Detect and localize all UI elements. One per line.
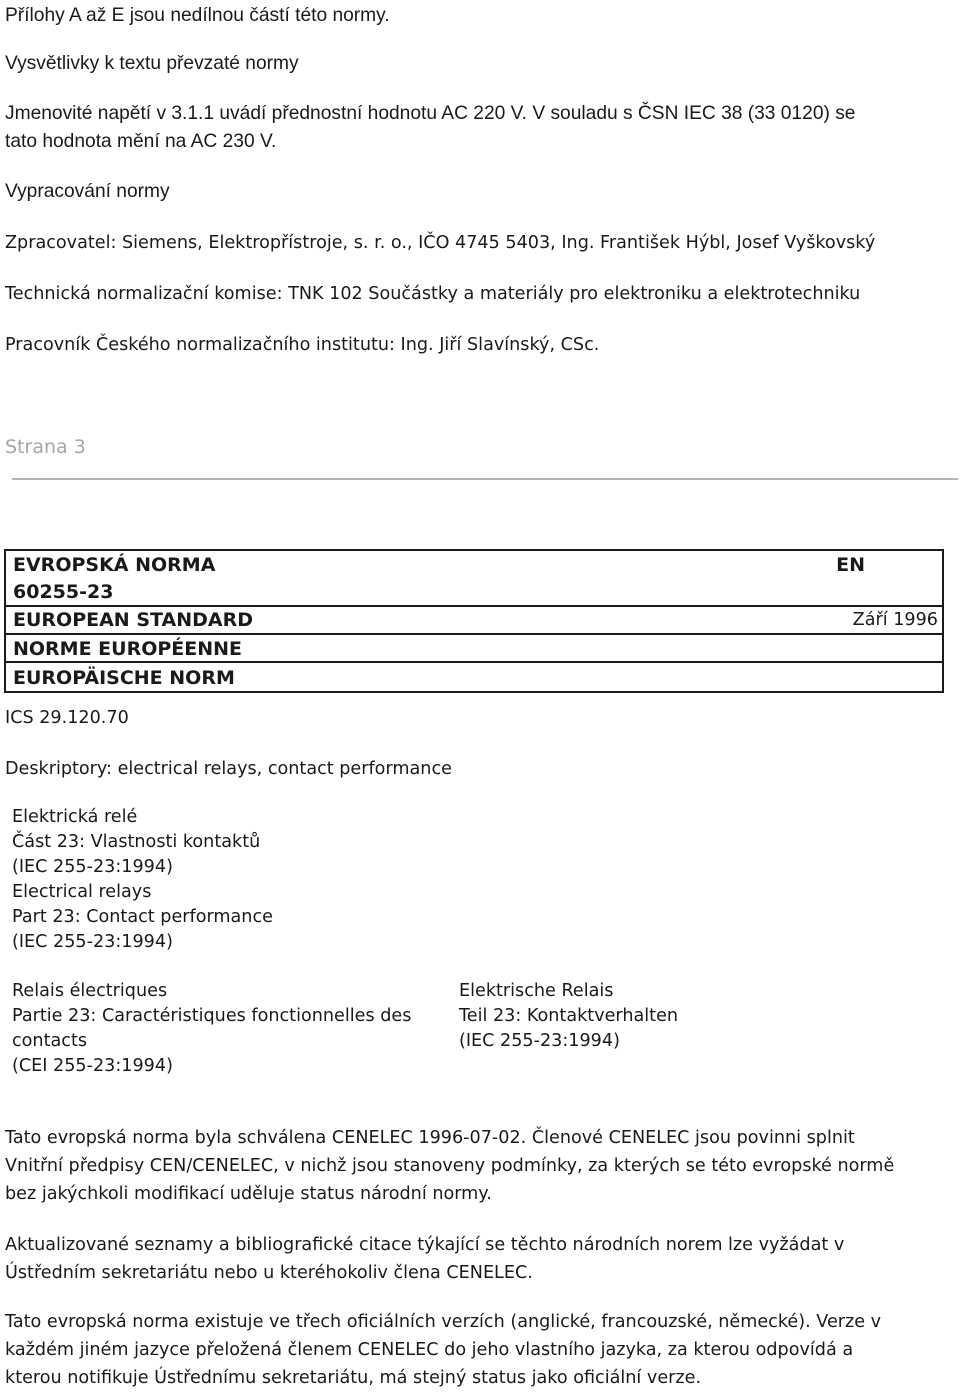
voltage-note-line-2: tato hodnota mění na AC 230 V.: [5, 131, 277, 152]
standard-title-fr: NORME EUROPÉENNE: [13, 638, 243, 660]
explanations-heading: Vysvětlivky k textu převzaté normy: [5, 53, 299, 74]
standard-title-en: EUROPEAN STANDARD: [13, 609, 253, 631]
title-de-line: Teil 23: Kontaktverhalten: [459, 1006, 679, 1026]
title-block-de: [459, 979, 678, 1054]
standard-title-cz: EVROPSKÁ NORMA: [13, 554, 216, 576]
title-block-fr: [12, 979, 411, 1079]
versions-line: Tato evropská norma existuje ve třech oficiálních verzích (anglické, francouzské, německé). Verze v: [5, 1312, 882, 1332]
approval-line: bez jakýchkoli modifikací uděluje status národní normy.: [5, 1184, 492, 1204]
title-en-line: (IEC 255-23:1994): [12, 932, 173, 952]
title-fr-line: Relais électriques: [12, 981, 168, 1001]
annex-note: Přílohy A až E jsou nedílnou částí této normy.: [5, 5, 390, 26]
approval-line: Tato evropská norma byla schválena CENELEC 1996-07-02. Členové CENELEC jsou povinni splnit: [5, 1128, 855, 1148]
versions-line: kterou notifikuje Ústřednímu sekretariátu, má stejný status jako oficiální verze.: [5, 1368, 702, 1388]
title-cz-line: (IEC 255-23:1994): [12, 857, 173, 877]
standard-row-en: [6, 607, 942, 635]
lists-paragraph: [5, 1231, 844, 1287]
standard-title-de: EUROPÄISCHE NORM: [13, 667, 235, 689]
title-fr-line: contacts: [12, 1031, 88, 1051]
standard-row-cz: [6, 551, 942, 607]
approval-line: Vnitřní předpisy CEN/CENELEC, v nichž jsou stanoveny podmínky, za kterých se této evropské normě: [5, 1156, 895, 1176]
standard-prefix: EN: [836, 554, 865, 576]
title-en-line: Part 23: Contact performance: [12, 907, 273, 927]
standard-date: Září 1996: [852, 610, 938, 630]
versions-paragraph: [5, 1308, 881, 1392]
standard-row-fr: [6, 635, 942, 663]
page-number-label: Strana 3: [5, 436, 86, 458]
approval-paragraph: [5, 1124, 894, 1208]
standard-number: 60255-23: [13, 581, 114, 603]
title-en-line: Electrical relays: [12, 882, 152, 902]
title-cz-line: Elektrická relé: [12, 807, 138, 827]
title-fr-line: Partie 23: Caractéristiques fonctionnelles des: [12, 1006, 412, 1026]
page-separator: [12, 478, 958, 480]
title-block-cz-en: [12, 805, 273, 955]
title-de-line: (IEC 255-23:1994): [459, 1031, 620, 1051]
voltage-note-line-1: Jmenovité napětí v 3.1.1 uvádí přednostní hodnotu AC 220 V. V souladu s ČSN IEC 38 (33 0120) se: [5, 103, 856, 124]
institute-worker-line: Pracovník Českého normalizačního institutu: Ing. Jiří Slavínský, CSc.: [5, 335, 600, 355]
preparation-heading: Vypracování normy: [5, 181, 170, 202]
lists-line: Ústředním sekretariátu nebo u kteréhokoliv člena CENELEC.: [5, 1263, 533, 1283]
author-line: Zpracovatel: Siemens, Elektropřístroje, s. r. o., IČO 4745 5403, Ing. František Hýbl, Josef Vyškovský: [5, 233, 876, 253]
lists-line: Aktualizované seznamy a bibliografické citace týkající se těchto národních norem lze vyžádat v: [5, 1235, 845, 1255]
committee-line: Technická normalizační komise: TNK 102 Součástky a materiály pro elektroniku a elektrotechniku: [5, 284, 861, 304]
title-de-line: Elektrische Relais: [459, 981, 614, 1001]
ics-code: ICS 29.120.70: [5, 708, 129, 728]
versions-line: každém jiném jazyce přeložená členem CENELEC do jeho vlastního jazyka, za kterou odpovídá a: [5, 1340, 854, 1360]
descriptors-line: Deskriptory: electrical relays, contact performance: [5, 759, 452, 779]
title-fr-line: (CEI 255-23:1994): [12, 1056, 173, 1076]
standard-row-de: [6, 663, 942, 691]
standard-title-box: [4, 549, 944, 693]
title-cz-line: Část 23: Vlastnosti kontaktů: [12, 832, 261, 852]
